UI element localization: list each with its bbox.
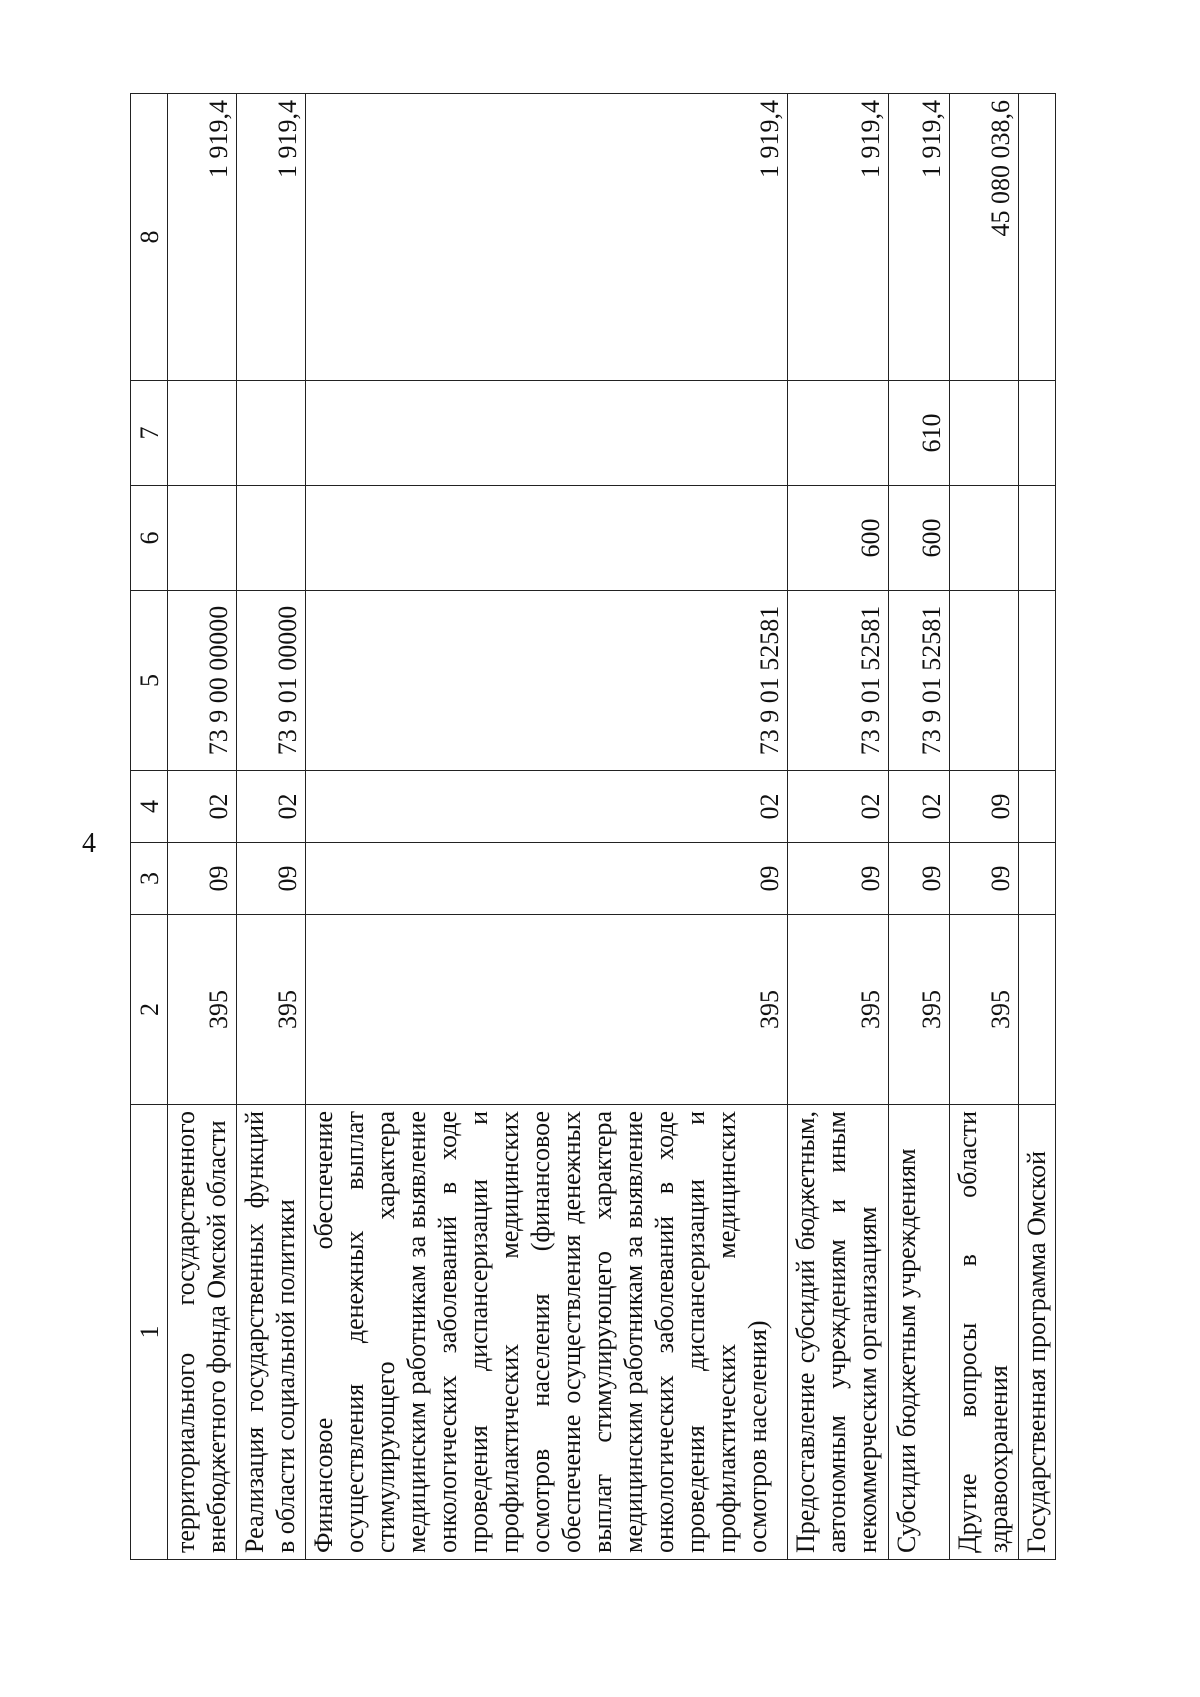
- cell-section: [1019, 843, 1056, 915]
- cell-expense-group: [305, 486, 787, 591]
- row-description: Субсидии бюджетным учреждениям: [888, 1105, 950, 1560]
- cell-expense-group: [1019, 486, 1056, 591]
- cell-target-article: 73 9 01 00000: [236, 591, 305, 771]
- cell-expense-group: 600: [788, 486, 889, 591]
- header-col-8: 8: [131, 94, 168, 381]
- table-row: [888, 94, 950, 1560]
- table-row: [168, 94, 237, 1560]
- page-number: 4: [82, 828, 96, 859]
- row-description: Предоставление субсидий бюджетным, автономным учреждениям и иным некоммерческим организациям: [788, 1105, 889, 1560]
- cell-admin-code: 395: [950, 915, 1019, 1105]
- table-row: [950, 94, 1019, 1560]
- cell-target-article: 73 9 01 52581: [888, 591, 950, 771]
- row-description: Другие вопросы в области здравоохранения: [950, 1105, 1019, 1560]
- cell-admin-code: 395: [236, 915, 305, 1105]
- cell-expense-group: [168, 486, 237, 591]
- cell-expense-subgroup: [1019, 381, 1056, 486]
- row-description: Реализация государственных функций в области социальной политики: [236, 1105, 305, 1560]
- table-row: [236, 94, 305, 1560]
- header-col-7: 7: [131, 381, 168, 486]
- cell-subsection: 02: [888, 771, 950, 843]
- cell-target-article: 73 9 01 52581: [788, 591, 889, 771]
- cell-admin-code: 395: [305, 915, 787, 1105]
- cell-target-article: 73 9 00 00000: [168, 591, 237, 771]
- cell-amount: 1 919,4: [888, 94, 950, 381]
- cell-amount: 1 919,4: [168, 94, 237, 381]
- budget-table: [130, 93, 1056, 1560]
- cell-subsection: 02: [236, 771, 305, 843]
- cell-amount: 1 919,4: [788, 94, 889, 381]
- header-col-5: 5: [131, 591, 168, 771]
- header-col-2: 2: [131, 915, 168, 1105]
- cell-subsection: 02: [168, 771, 237, 843]
- header-col-4: 4: [131, 771, 168, 843]
- cell-section: 09: [888, 843, 950, 915]
- cell-expense-subgroup: [168, 381, 237, 486]
- cell-expense-group: 600: [888, 486, 950, 591]
- table-row: [788, 94, 889, 1560]
- header-col-6: 6: [131, 486, 168, 591]
- cell-section: 09: [168, 843, 237, 915]
- cell-admin-code: 395: [888, 915, 950, 1105]
- cell-section: 09: [788, 843, 889, 915]
- cell-expense-subgroup: [236, 381, 305, 486]
- cell-section: 09: [236, 843, 305, 915]
- cell-subsection: 02: [788, 771, 889, 843]
- table-header-row: [131, 94, 168, 1560]
- cell-expense-group: [236, 486, 305, 591]
- cell-subsection: 09: [950, 771, 1019, 843]
- table-row: [1019, 94, 1056, 1560]
- row-description: Финансовое обеспечение осуществления денежных выплат стимулирующего характера медицинским работникам за выявление онкологических заболеваний в ходе проведения диспансеризации и профилактических медицинских осмотров населения (финансовое обеспечение осуществления денежных выплат стимулирующего характера медицинским работникам за выявление онкологических заболеваний в ходе проведения диспансеризации и профилактических медицинских осмотров населения): [305, 1105, 787, 1560]
- cell-admin-code: 395: [788, 915, 889, 1105]
- header-col-1: 1: [131, 1105, 168, 1560]
- cell-expense-subgroup: [305, 381, 787, 486]
- cell-target-article: [950, 591, 1019, 771]
- row-description: территориального государственного внебюджетного фонда Омской области: [168, 1105, 237, 1560]
- cell-amount: 1 919,4: [236, 94, 305, 381]
- cell-section: 09: [950, 843, 1019, 915]
- header-col-3: 3: [131, 843, 168, 915]
- row-description: Государственная программа Омской: [1019, 1105, 1056, 1560]
- cell-expense-subgroup: [950, 381, 1019, 486]
- cell-target-article: [1019, 591, 1056, 771]
- cell-admin-code: 395: [168, 915, 237, 1105]
- cell-subsection: 02: [305, 771, 787, 843]
- cell-expense-subgroup: 610: [888, 381, 950, 486]
- cell-target-article: 73 9 01 52581: [305, 591, 787, 771]
- cell-subsection: [1019, 771, 1056, 843]
- cell-amount: 45 080 038,6: [950, 94, 1019, 381]
- cell-amount: 1 919,4: [305, 94, 787, 381]
- cell-amount: [1019, 94, 1056, 381]
- cell-section: 09: [305, 843, 787, 915]
- rotated-table-container: [130, 94, 1056, 1560]
- table-row: [305, 94, 787, 1560]
- cell-expense-subgroup: [788, 381, 889, 486]
- cell-admin-code: [1019, 915, 1056, 1105]
- cell-expense-group: [950, 486, 1019, 591]
